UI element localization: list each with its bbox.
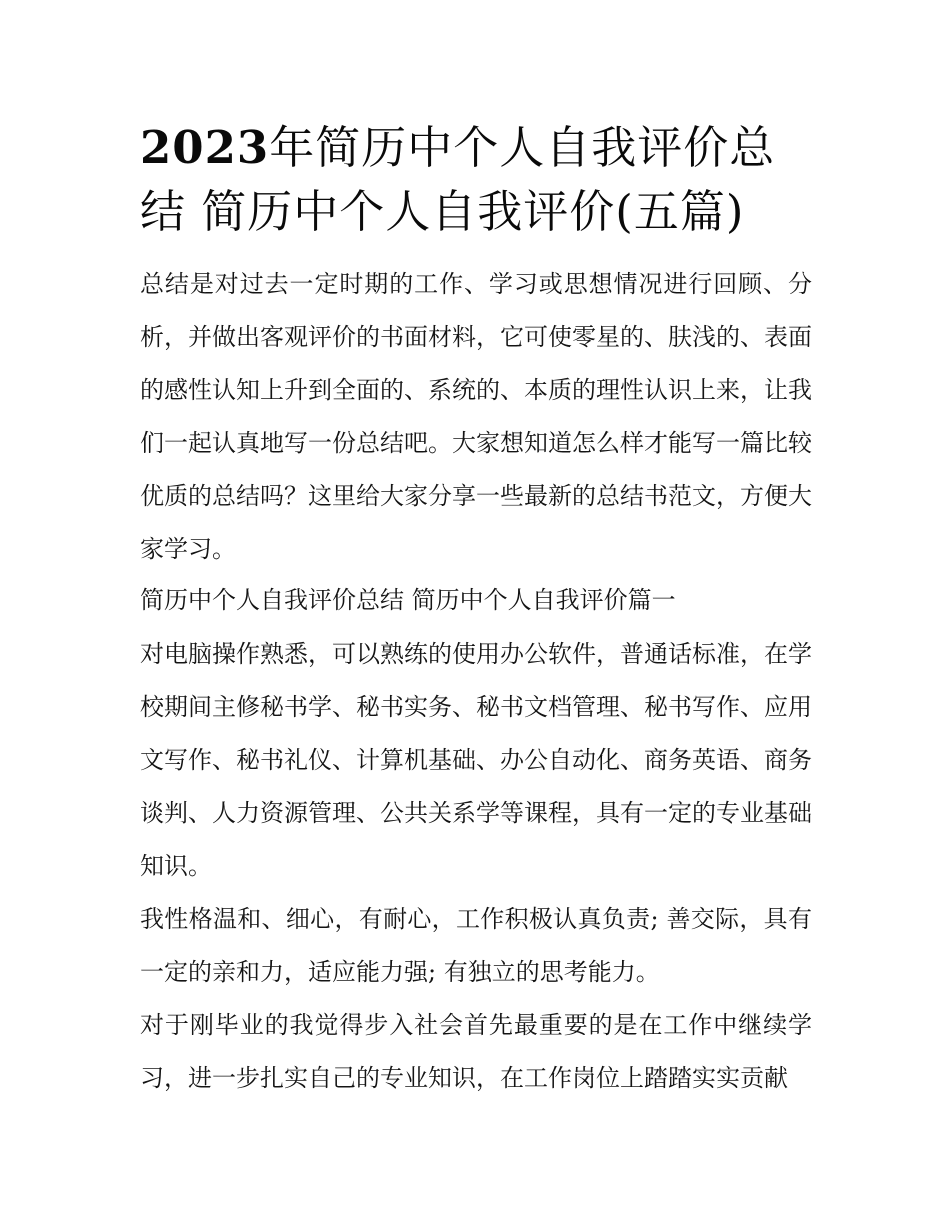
section-paragraph-skills: 对电脑操作熟悉，可以熟练的使用办公软件，普通话标准，在学校期间主修秘书学、秘书实务、秘书文档管理、秘书写作、应用文写作、秘书礼仪、计算机基础、办公自动化、商务英语、商务谈判、人力资源管理、公共关系学等课程，具有一定的专业基础知识。 bbox=[140, 640, 812, 880]
title-year: 2023 bbox=[140, 121, 270, 174]
document-title bbox=[140, 116, 812, 244]
title-line-2: 结 简历中个人自我评价(五篇) bbox=[140, 185, 745, 238]
title-line-1-text: 年简历中个人自我评价总 bbox=[269, 121, 776, 174]
section-heading: 简历中个人自我评价总结 简历中个人自我评价篇一 bbox=[140, 586, 676, 614]
section-paragraph-goals: 对于刚毕业的我觉得步入社会首先最重要的是在工作中继续学习，进一步扎实自己的专业知识，在工作岗位上踏踏实实贡献 bbox=[140, 1011, 812, 1092]
title-line-1 bbox=[140, 116, 812, 180]
document-page bbox=[140, 116, 812, 1105]
section-paragraph-personality: 我性格温和、细心，有耐心，工作积极认真负责; 善交际，具有一定的亲和力，适应能力强; 有独立的思考能力。 bbox=[140, 905, 812, 986]
intro-paragraph: 总结是对过去一定时期的工作、学习或思想情况进行回顾、分析，并做出客观评价的书面材料，它可使零星的、肤浅的、表面的感性认知上升到全面的、系统的、本质的理性认识上来，让我们一起认真地写一份总结吧。大家想知道怎么样才能写一篇比较优质的总结吗？这里给大家分享一些最新的总结书范文，方便大家学习。 bbox=[140, 270, 812, 563]
document-body bbox=[140, 258, 812, 1105]
